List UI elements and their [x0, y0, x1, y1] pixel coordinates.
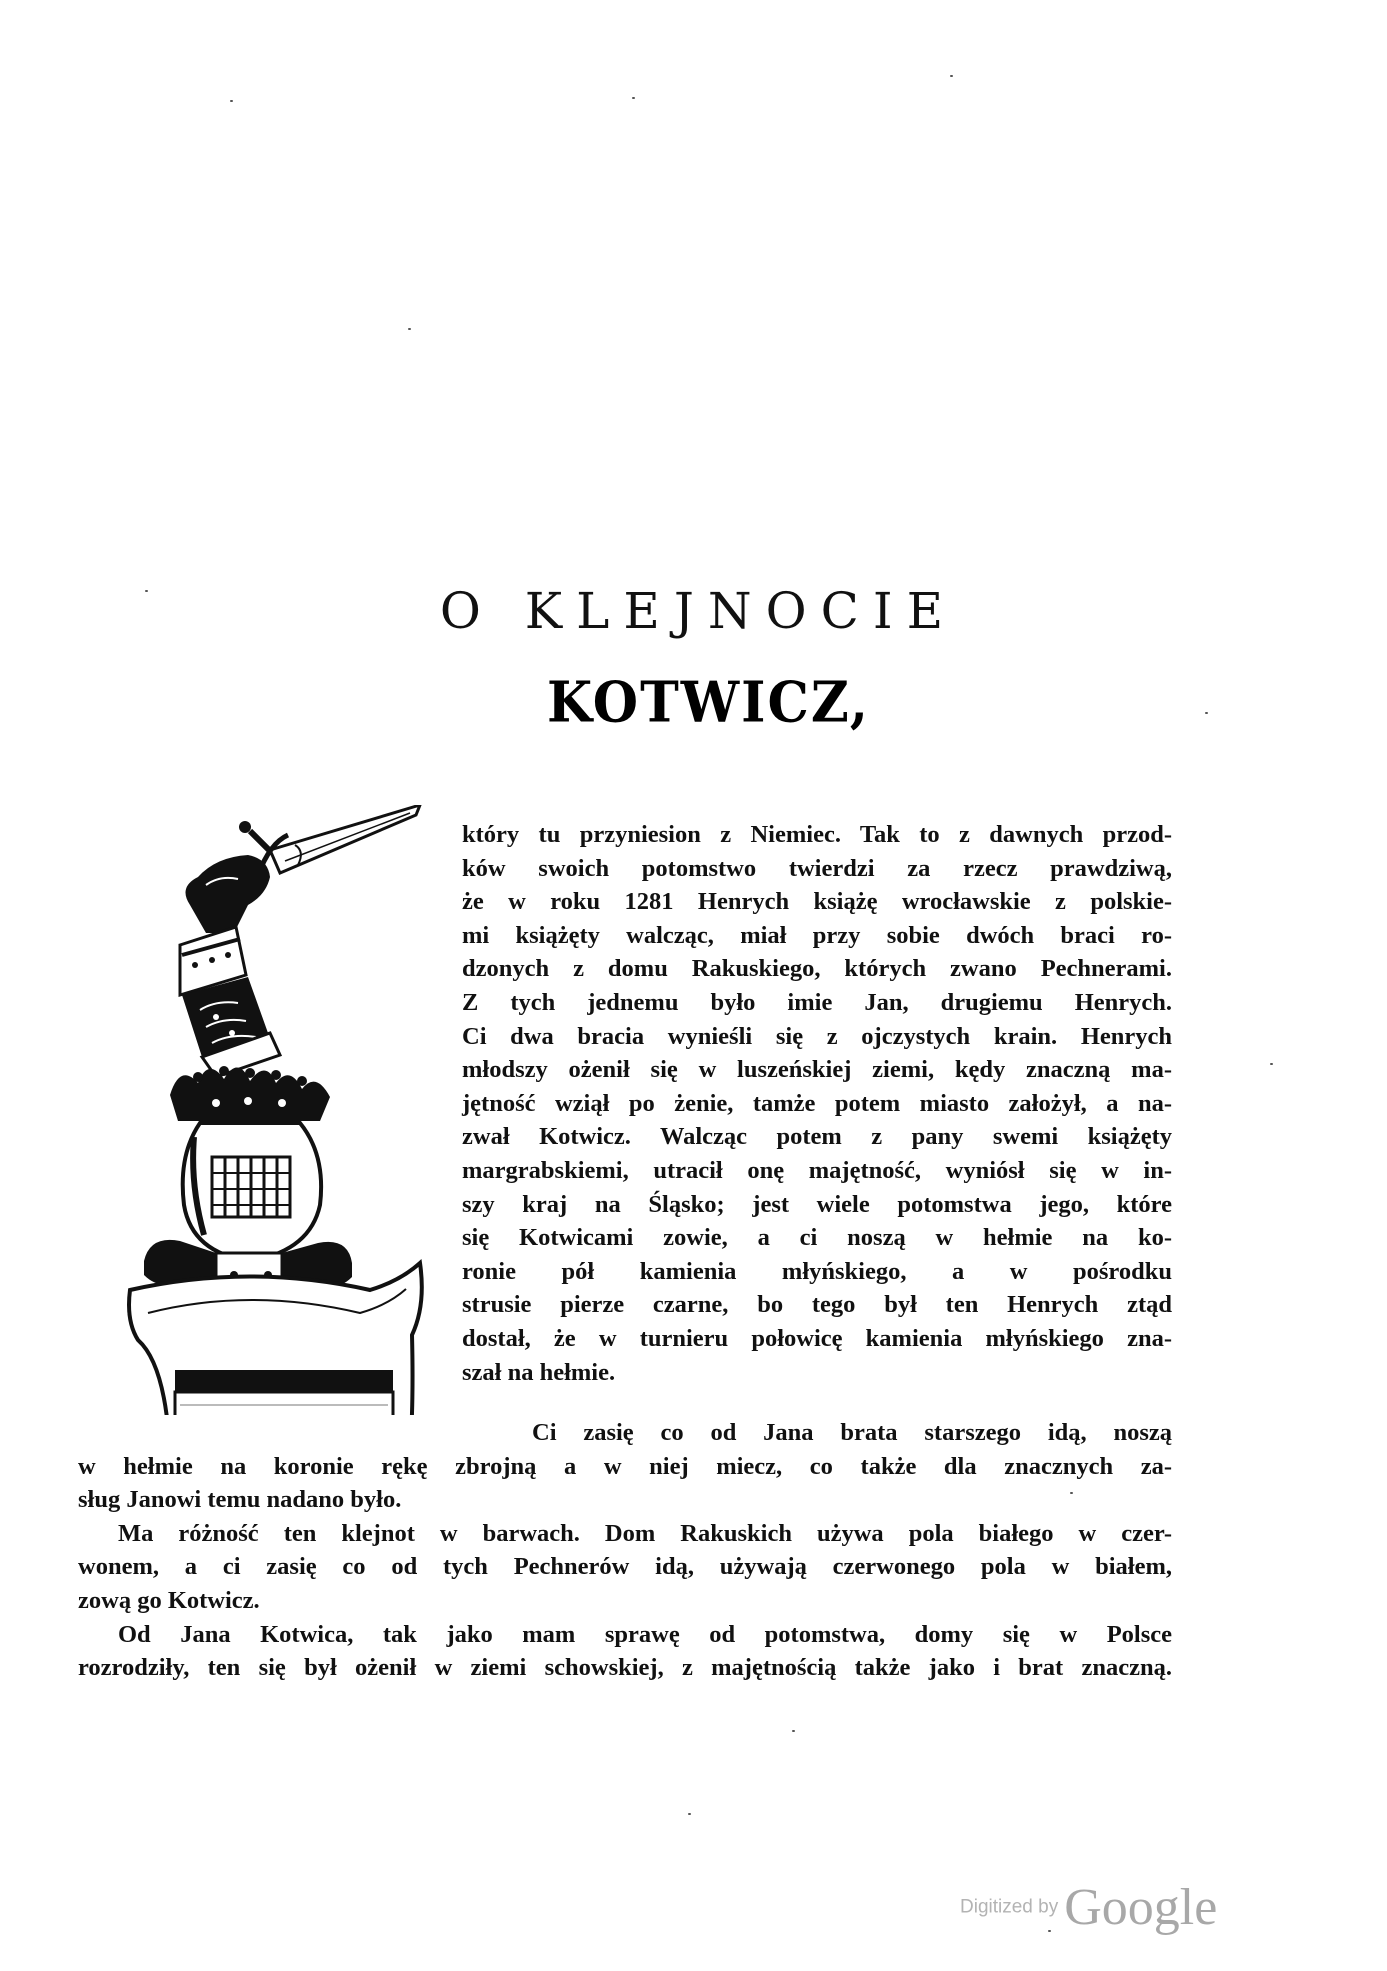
text-line: Ma różność ten klejnot w barwach. Dom Rakuskich używa pola białego w czer- — [118, 1519, 1172, 1547]
scan-speck — [408, 328, 411, 330]
text-line: szy kraj na Śląsko; jest wiele potomstwa jego, które — [462, 1190, 1172, 1218]
text-line: ków swoich potomstwo twierdzi za rzecz prawdziwą, — [462, 854, 1172, 882]
text-line: Z tych jednemu było imie Jan, drugiemu Henrych. — [462, 988, 1172, 1016]
coat-of-arms-kotwicz-icon — [120, 805, 460, 1415]
scan-speck — [230, 100, 233, 102]
text-line: Ci dwa bracia wynieśli się z ojczystych krain. Henrych — [462, 1022, 1172, 1050]
text-line: w hełmie na koronie rękę zbrojną a w niej miecz, co także dla znacznych za- — [78, 1452, 1172, 1480]
text-line: strusie pierze czarne, bo tego był ten Henrych ztąd — [462, 1291, 1172, 1319]
google-logo: Google — [1064, 1879, 1218, 1936]
text-line: Ci zasię co od Jana brata starszego idą, noszą — [532, 1419, 1172, 1446]
text-line: że w roku 1281 Henrych książę wrocławskie z polskie- — [462, 888, 1172, 916]
text-line: dostał, że w turnieru połowicę kamienia młyńskiego zna- — [462, 1324, 1172, 1352]
text-line: jętność wziął po żenie, tamże potem miasto założył, a na- — [462, 1089, 1172, 1117]
text-line: wonem, a ci zasię co od tych Pechnerów idą, używają czerwonego pola w białem, — [78, 1553, 1172, 1581]
text-line: szał na hełmie. — [462, 1358, 616, 1386]
scan-speck — [688, 1813, 691, 1815]
scan-speck — [792, 1730, 795, 1732]
heading-line-1: O KLEJNOCIE — [439, 582, 958, 640]
scan-speck — [950, 75, 953, 77]
watermark-prefix: Digitized by — [960, 1896, 1059, 1918]
text-line: Od Jana Kotwica, tak jako mam sprawę od potomstwa, domy się w Polsce — [118, 1620, 1172, 1648]
text-line: zową go Kotwicz. — [78, 1586, 260, 1614]
text-line: się Kotwicami zowie, a ci noszą w hełmie na ko- — [462, 1224, 1172, 1252]
text-line: zwał Kotwicz. Walcząc potem z pany swemi książęty — [462, 1123, 1172, 1151]
text-line: który tu przyniesion z Niemiec. Tak to z dawnych przod- — [462, 821, 1172, 848]
text-line: młodszy ożenił się w luszeńskiej ziemi, kędy znaczną ma- — [462, 1056, 1172, 1084]
text-line: dzonych z domu Rakuskiego, których zwano Pechnerami. — [462, 955, 1172, 983]
text-line: rozrodziły, ten się był ożenił w ziemi schowskiej, z majętnością także jako i brat znaczną. — [78, 1654, 1172, 1682]
text-line: sług Janowi temu nadano było. — [78, 1486, 402, 1514]
full-width-text — [78, 1416, 1172, 1685]
text-line: ronie pół kamienia młyńskiego, a w pośrodku — [462, 1257, 1172, 1285]
right-column-text — [462, 818, 1172, 1389]
text-line: margrabskiemi, utracił onę majętność, wyniósł się w in- — [462, 1156, 1172, 1184]
scan-speck — [632, 97, 635, 99]
digitized-by-google-watermark — [960, 1878, 1217, 1937]
scan-speck — [1270, 1063, 1273, 1065]
heading-line-2: KOTWICZ, — [546, 669, 871, 736]
text-line: mi książęty walcząc, miał przy sobie dwóch braci ro- — [462, 921, 1172, 949]
